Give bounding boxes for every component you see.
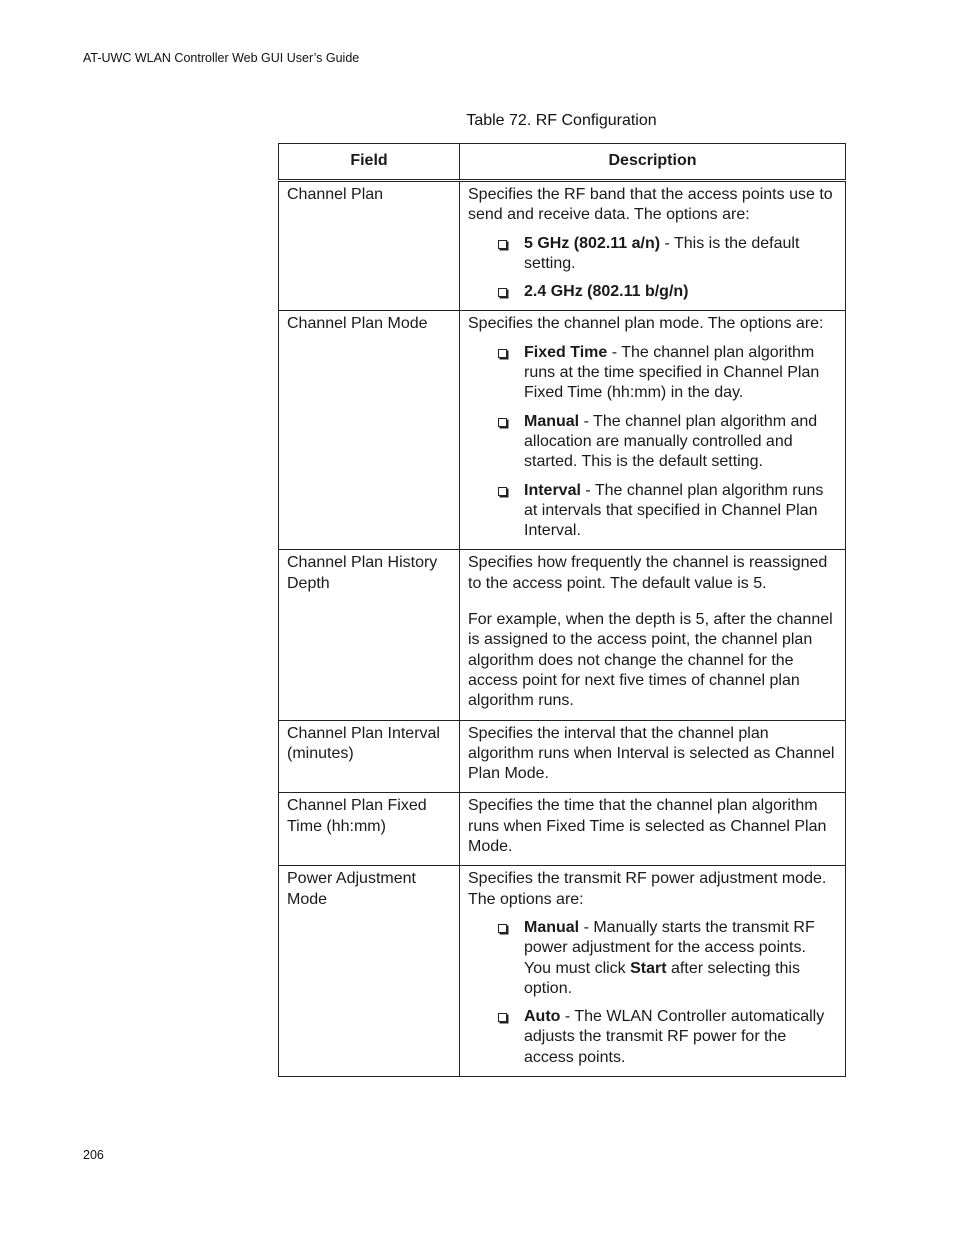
option-item	[496, 282, 837, 302]
checkbox-bullet-icon	[498, 240, 507, 249]
option-item	[496, 918, 837, 999]
table-row	[279, 720, 846, 793]
field-cell: Channel Plan Fixed Time (hh:mm)	[279, 793, 460, 866]
description-cell	[460, 550, 846, 720]
field-cell: Channel Plan Mode	[279, 311, 460, 550]
option-text: - This is the default setting.	[524, 234, 800, 272]
checkbox-bullet-icon	[498, 349, 507, 358]
description-paragraph: Specifies the interval that the channel plan algorithm runs when Interval is selected as Channel Plan Mode.	[468, 724, 835, 783]
table-row	[279, 866, 846, 1077]
options-list	[468, 918, 837, 1068]
field-cell: Power Adjustment Mode	[279, 866, 460, 1077]
checkbox-bullet-icon	[498, 288, 507, 297]
options-list	[468, 343, 837, 542]
column-header-field: Field	[279, 144, 460, 181]
field-cell: Channel Plan Interval (minutes)	[279, 720, 460, 793]
field-cell: Channel Plan	[279, 181, 460, 311]
description-paragraph: Specifies the time that the channel plan algorithm runs when Fixed Time is selected as Channel Plan Mode.	[468, 797, 827, 856]
table-row	[279, 793, 846, 866]
option-item	[496, 412, 837, 473]
options-list	[468, 234, 837, 303]
option-term: Fixed Time	[524, 343, 608, 361]
description-cell	[460, 866, 846, 1077]
option-item	[496, 481, 837, 542]
description-cell	[460, 311, 846, 550]
table-row	[279, 550, 846, 720]
option-item	[496, 1007, 837, 1068]
running-header: AT-UWC WLAN Controller Web GUI User’s Guide	[83, 51, 360, 65]
option-text: - The channel plan algorithm runs at the time specified in Channel Plan Fixed Time (hh:mm) in the day.	[524, 343, 820, 402]
option-text: - Manually starts the transmit RF power adjustment for the access points. You must click	[524, 918, 815, 977]
option-item	[496, 343, 837, 404]
description-intro: Specifies the transmit RF power adjustment mode. The options are:	[468, 870, 827, 908]
option-text: - The WLAN Controller automatically adjusts the transmit RF power for the access points.	[524, 1008, 825, 1066]
checkbox-bullet-icon	[498, 418, 507, 427]
description-cell	[460, 181, 846, 311]
option-term: Interval	[524, 481, 581, 499]
option-term: 2.4 GHz (802.11 b/g/n)	[524, 283, 689, 301]
option-item	[496, 234, 837, 275]
option-term: Manual	[524, 918, 580, 936]
description-intro: Specifies the RF band that the access points use to send and receive data. The options are:	[468, 186, 833, 224]
column-header-description: Description	[460, 144, 846, 181]
option-term: Auto	[524, 1008, 561, 1026]
checkbox-bullet-icon	[498, 487, 507, 496]
field-cell: Channel Plan History Depth	[279, 550, 460, 720]
page-number: 206	[83, 1148, 104, 1162]
rf-configuration-table	[278, 143, 846, 1077]
description-paragraph: Specifies how frequently the channel is reassigned to the access point. The default value is 5.	[468, 554, 828, 592]
option-text: - The channel plan algorithm runs at intervals that specified in Channel Plan Interval.	[524, 481, 824, 540]
checkbox-bullet-icon	[498, 924, 507, 933]
table-caption: Table 72. RF Configuration	[466, 112, 657, 129]
description-paragraph: For example, when the depth is 5, after the channel is assigned to the access point, the channel plan algorithm does not change the channel for the access point for next five times of channel plan algorithm runs.	[468, 611, 833, 710]
description-cell	[460, 720, 846, 793]
description-intro: Specifies the channel plan mode. The options are:	[468, 315, 824, 333]
description-cell	[460, 793, 846, 866]
checkbox-bullet-icon	[498, 1013, 507, 1022]
option-text-tail: after selecting this option.	[524, 959, 800, 997]
table-row	[279, 311, 846, 550]
table-header-row	[279, 144, 846, 181]
option-term: 5 GHz (802.11 a/n)	[524, 234, 661, 252]
option-emphasis: Start	[630, 959, 667, 977]
option-text: - The channel plan algorithm and allocation are manually controlled and started. This is the default setting.	[524, 412, 818, 471]
table-row	[279, 181, 846, 311]
option-term: Manual	[524, 412, 580, 430]
